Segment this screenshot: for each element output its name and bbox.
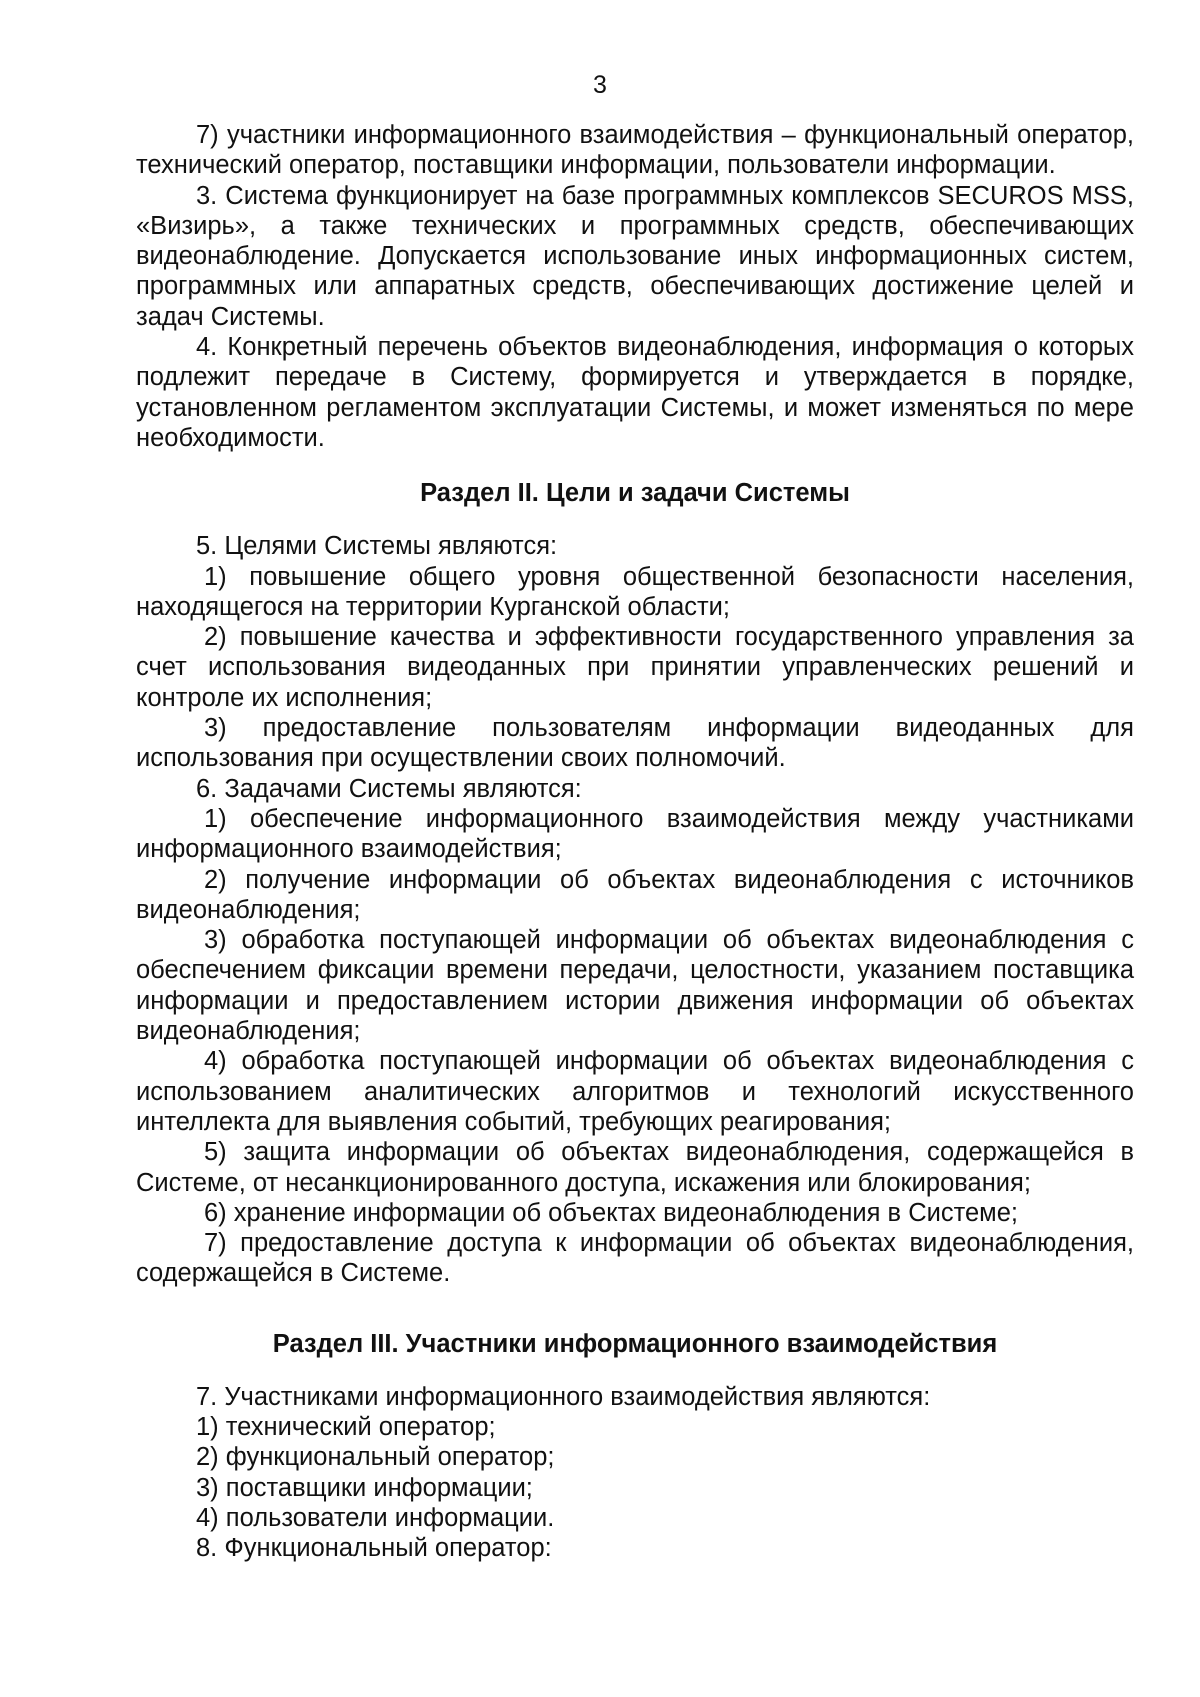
list-item-task-4: 4) обработка поступающей информации об объектах видеонаблюдения с использованием аналитических алгоритмов и технологий искусственного интеллекта для выявления событий, требующих реагирования; <box>136 1047 1134 1136</box>
list-item-task-7: 7) предоставление доступа к информации об объектах видеонаблюдения, содержащейся в Системе. <box>136 1229 1134 1288</box>
list-item-goal-2: 2) повышение качества и эффективности государственного управления за счет использования видеоданных при принятии управленческих решений и контроле их исполнения; <box>136 623 1134 712</box>
section-heading-3: Раздел III. Участники информационного взаимодействия <box>272 1329 998 1358</box>
list-item-task-1: 1) обеспечение информационного взаимодействия между участниками информационного взаимодействия; <box>136 804 1134 864</box>
list-item-participant-4: 4) пользователи информации. <box>196 1503 555 1532</box>
document-body <box>136 120 1134 1563</box>
paragraph-item-3: 3. Система функционирует на базе программных комплексов SECUROS MSS, «Визирь», а также технических и программных средств, обеспечивающих видеонаблюдение. Допускается использование иных информационных систем, программных или аппаратных средств, обеспечивающих достижение целей и задач Системы. <box>136 181 1134 331</box>
list-item-participant-3: 3) поставщики информации; <box>196 1473 533 1502</box>
paragraph-item-7: 7. Участниками информационного взаимодействия являются: <box>196 1382 931 1411</box>
paragraph-item-6: 6. Задачами Системы являются: <box>196 774 582 803</box>
list-item-task-2: 2) получение информации об объектах видеонаблюдения с источников видеонаблюдения; <box>136 865 1134 924</box>
list-item-goal-3: 3) предоставление пользователям информации видеоданных для использования при осуществлении своих полномочий. <box>136 714 1134 773</box>
paragraph-item-8: 8. Функциональный оператор: <box>196 1534 552 1563</box>
paragraph-participants-list: 7) участники информационного взаимодействия – функциональный оператор, технический оператор, поставщики информации, пользователи информации. <box>136 121 1134 180</box>
paragraph-item-4: 4. Конкретный перечень объектов видеонаблюдения, информация о которых подлежит передаче в Систему, формируется и утверждается в порядке, установленном регламентом эксплуатации Системы, и может изменяться по мере необходимости. <box>136 333 1134 452</box>
section-heading-2: Раздел II. Цели и задачи Системы <box>420 479 850 508</box>
paragraph-item-5: 5. Целями Системы являются: <box>196 532 558 561</box>
list-item-participant-1: 1) технический оператор; <box>196 1412 496 1441</box>
page-number: 3 <box>593 71 607 99</box>
list-item-task-5: 5) защита информации об объектах видеонаблюдения, содержащейся в Системе, от несанкционированного доступа, искажения или блокирования; <box>136 1138 1134 1197</box>
list-item-task-6: 6) хранение информации об объектах видеонаблюдения в Системе; <box>204 1198 1018 1227</box>
list-item-goal-1: 1) повышение общего уровня общественной безопасности населения, находящегося на территории Курганской области; <box>136 562 1134 621</box>
list-item-task-3: 3) обработка поступающей информации об объектах видеонаблюдения с обеспечением фиксации времени передачи, целостности, указанием поставщика информации и предоставлением истории движения информации об объектах видеонаблюдения; <box>136 926 1134 1046</box>
list-item-participant-2: 2) функциональный оператор; <box>196 1443 555 1472</box>
